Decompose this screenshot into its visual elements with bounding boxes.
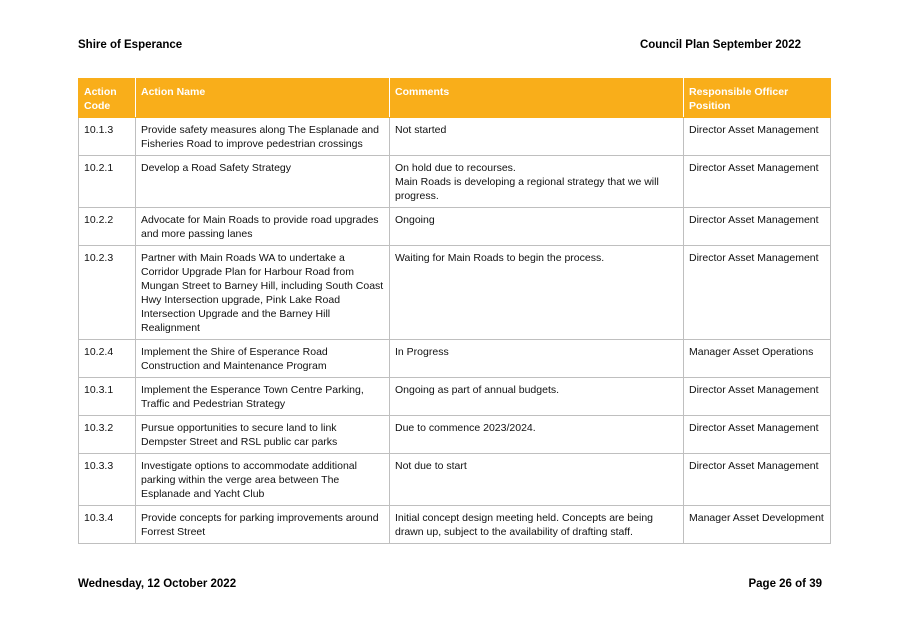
- action-name-cell: Provide safety measures along The Esplanade and Fisheries Road to improve pedestrian crossings: [136, 118, 390, 156]
- action-code-cell: 10.3.1: [79, 378, 136, 416]
- action-name-cell: Advocate for Main Roads to provide road upgrades and more passing lanes: [136, 208, 390, 246]
- comments-cell: Not started: [390, 118, 684, 156]
- officer-cell: Director Asset Management: [684, 118, 831, 156]
- action-code-cell: 10.2.4: [79, 340, 136, 378]
- officer-cell: Director Asset Management: [684, 378, 831, 416]
- column-header-comments: Comments: [390, 79, 684, 118]
- action-code-cell: 10.2.3: [79, 246, 136, 340]
- officer-cell: Director Asset Management: [684, 454, 831, 506]
- table-row: [79, 246, 831, 340]
- action-code-cell: 10.3.4: [79, 506, 136, 544]
- table-row: [79, 156, 831, 208]
- action-code-cell: 10.3.3: [79, 454, 136, 506]
- comments-cell: On hold due to recourses. Main Roads is developing a regional strategy that we will progress.: [390, 156, 684, 208]
- action-name-cell: Investigate options to accommodate additional parking within the verge area between The Esplanade and Yacht Club: [136, 454, 390, 506]
- action-code-cell: 10.2.2: [79, 208, 136, 246]
- action-name-cell: Implement the Shire of Esperance Road Construction and Maintenance Program: [136, 340, 390, 378]
- table-row: [79, 208, 831, 246]
- action-name-cell: Partner with Main Roads WA to undertake a Corridor Upgrade Plan for Harbour Road from Mungan Street to Barney Hill, including South Coast Hwy Intersection upgrade, Pink Lake Road Intersection Upgrade and the Barney Hill Realignment: [136, 246, 390, 340]
- officer-cell: Director Asset Management: [684, 208, 831, 246]
- comments-cell: Ongoing as part of annual budgets.: [390, 378, 684, 416]
- table-row: [79, 340, 831, 378]
- footer-page-number: Page 26 of 39: [748, 578, 822, 590]
- action-name-cell: Implement the Esperance Town Centre Parking, Traffic and Pedestrian Strategy: [136, 378, 390, 416]
- column-header-responsible-officer: Responsible Officer Position: [684, 79, 831, 118]
- action-code-cell: 10.1.3: [79, 118, 136, 156]
- document-header-title: Council Plan September 2022: [639, 39, 801, 51]
- officer-cell: Director Asset Management: [684, 246, 831, 340]
- action-name-cell: Pursue opportunities to secure land to link Dempster Street and RSL public car parks: [136, 416, 390, 454]
- action-code-cell: 10.3.2: [79, 416, 136, 454]
- officer-cell: Director Asset Management: [684, 156, 831, 208]
- table-row: [79, 506, 831, 544]
- officer-cell: Manager Asset Operations: [684, 340, 831, 378]
- officer-cell: Director Asset Management: [684, 416, 831, 454]
- footer-date: Wednesday, 12 October 2022: [78, 578, 237, 590]
- table-row: [79, 118, 831, 156]
- table-header-row: [79, 79, 831, 118]
- officer-cell: Manager Asset Development: [684, 506, 831, 544]
- comments-cell: In Progress: [390, 340, 684, 378]
- table-row: [79, 416, 831, 454]
- table-row: [79, 378, 831, 416]
- comments-cell: Waiting for Main Roads to begin the process.: [390, 246, 684, 340]
- column-header-action-name: Action Name: [136, 79, 390, 118]
- document-header-organisation: Shire of Esperance: [78, 39, 183, 51]
- comments-cell: Initial concept design meeting held. Concepts are being drawn up, subject to the availability of drafting staff.: [390, 506, 684, 544]
- action-code-cell: 10.2.1: [79, 156, 136, 208]
- action-name-cell: Provide concepts for parking improvements around Forrest Street: [136, 506, 390, 544]
- action-table: [78, 78, 831, 544]
- comments-cell: Due to commence 2023/2024.: [390, 416, 684, 454]
- comments-cell: Not due to start: [390, 454, 684, 506]
- column-header-action-code: Action Code: [79, 79, 136, 118]
- table-row: [79, 454, 831, 506]
- action-name-cell: Develop a Road Safety Strategy: [136, 156, 390, 208]
- comments-cell: Ongoing: [390, 208, 684, 246]
